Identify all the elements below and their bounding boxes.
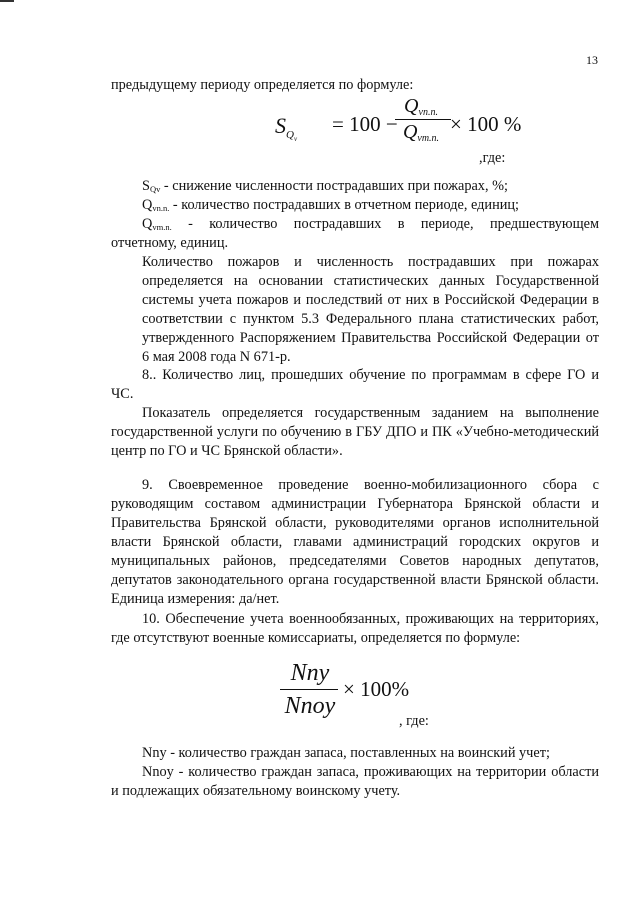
formula1-multiplier: × 100 % bbox=[450, 112, 522, 136]
definition-qvmn-cont: отчетному, единиц. bbox=[111, 235, 229, 251]
formula1-denominator: Qvm.n. bbox=[402, 121, 440, 144]
formula2-numerator: Nny bbox=[290, 660, 330, 686]
formula1-equals: = 100 − bbox=[332, 112, 398, 136]
intro-line: предыдущему периоду определяется по формуле: bbox=[111, 77, 414, 93]
formula2-denominator: Nnoy bbox=[284, 693, 336, 719]
item-8-text: Показатель определяется государственным заданием на выполнение государственной услуги по обучению в ГБУ ДПО и ПК «Учебно-методический центр по ГО и ЧС Брянской области». bbox=[111, 405, 599, 459]
formula2-where: , где: bbox=[399, 713, 429, 729]
fraction-bar bbox=[395, 119, 451, 120]
paragraph-statistics: Количество пожаров и численность пострадавших при пожарах определяется на основании статистических данных Государственной системы учета пожаров и последствий от них в Российской Федерации в соответствии с пунктом 5.3 Федерального плана статистических работ, утвержденного Распоряжением Правительства Российской Федерации от 6 мая 2008 года N 671-р. bbox=[142, 254, 599, 365]
formula1-where: ,где: bbox=[479, 150, 506, 166]
definition-qvmn: Qvm.n. - количество пострадавших в периоде, предшествующем bbox=[142, 216, 599, 232]
item-9-text: 9. Своевременное проведение военно-мобилизационного сбора с руководящим составом администрации Губернатора Брянской области и Правительства Брянской области, руководителями органов исполнительной власти Брянской области, главами администраций городских округов и муниципальных районов, председателями Советов народных депутатов, депутатов законодательного органа государственной власти Брянской области. Единица измерения: да/нет. bbox=[111, 477, 599, 607]
definition-nny: Nny - количество граждан запаса, поставленных на воинский учет; bbox=[142, 745, 550, 761]
fraction-bar bbox=[280, 689, 338, 690]
item-10-text: 10. Обеспечение учета военнообязанных, проживающих на территориях, где отсутствуют военные комиссариаты, определяется по формуле: bbox=[111, 611, 599, 646]
definition-sqv: SQv - снижение численности пострадавших при пожарах, %; bbox=[142, 178, 508, 194]
definition-nnoy: Nnoy - количество граждан запаса, проживающих на территории области и подлежащих обязательному воинскому учету. bbox=[111, 764, 599, 799]
formula1-fraction bbox=[395, 95, 447, 144]
page-number: 13 bbox=[586, 53, 598, 67]
formula2-multiplier: × 100% bbox=[343, 677, 410, 701]
formula1-lhs: $S_{Qv}$ bbox=[275, 113, 298, 143]
formula2-fraction bbox=[280, 660, 340, 720]
formula1-numerator: Qvn.n. bbox=[404, 95, 438, 118]
definition-qvnn: Qvn.n. - количество пострадавших в отчетном периоде, единиц; bbox=[142, 197, 520, 213]
item-8-title: 8.. Количество лиц, прошедших обучение по программам в сфере ГО и ЧС. bbox=[111, 367, 599, 402]
scan-mark bbox=[0, 0, 14, 2]
